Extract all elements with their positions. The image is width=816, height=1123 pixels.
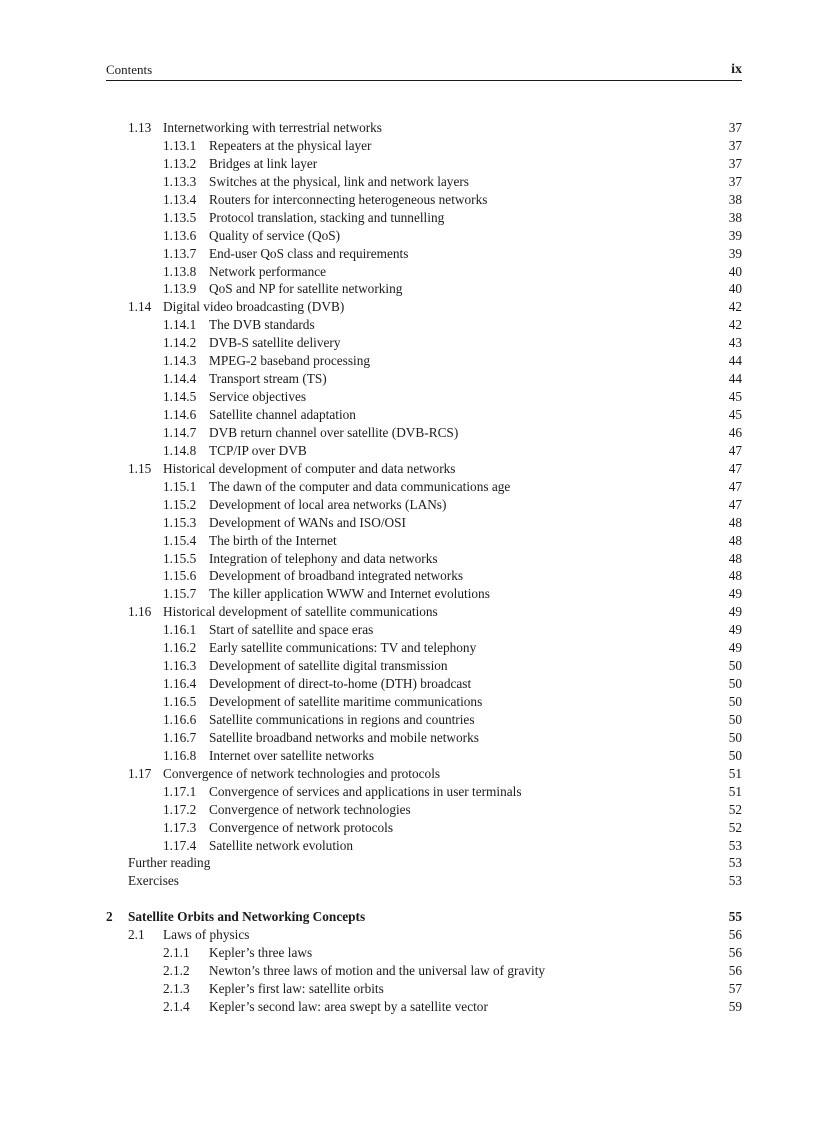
toc-entry-title: Development of direct-to-home (DTH) broadcast xyxy=(209,676,472,692)
toc-entry-page: 49 xyxy=(728,622,742,638)
toc-entry-page: 37 xyxy=(728,120,742,135)
toc-entry-number: 1.15 xyxy=(128,460,152,476)
toc-entry-number: 1.16.5 xyxy=(163,694,197,709)
toc-entry-title: Digital video broadcasting (DVB) xyxy=(163,299,345,315)
toc-spacer xyxy=(0,890,816,908)
toc-entry-page: 49 xyxy=(728,640,742,656)
toc-entry-title: TCP/IP over DVB xyxy=(209,442,307,458)
toc-entry-title: End-user QoS class and requirements xyxy=(209,245,409,261)
toc-entry-number: 1.14.7 xyxy=(163,424,197,440)
toc-entry-number: 1.13.9 xyxy=(163,281,197,297)
toc-entry[interactable] xyxy=(0,496,816,514)
toc-entry-number: 1.17.2 xyxy=(163,801,197,817)
toc-entry[interactable] xyxy=(0,837,816,855)
toc-entry-page: 53 xyxy=(728,855,742,871)
toc-entry-page: 51 xyxy=(728,765,742,781)
toc-entry-number: 1.14.1 xyxy=(163,317,197,333)
toc-entry-title: Development of local area networks (LANs) xyxy=(209,496,447,512)
toc-entry-title: The birth of the Internet xyxy=(209,532,337,548)
toc-entry-number: 1.17 xyxy=(128,765,152,781)
toc-entry-number: 1.16.7 xyxy=(163,729,197,745)
toc-entry-page: 50 xyxy=(728,729,742,745)
toc-entry-number: 2.1.1 xyxy=(163,945,190,961)
toc-entry-title: Satellite broadband networks and mobile networks xyxy=(209,729,479,745)
toc-entry[interactable] xyxy=(0,352,816,370)
toc-entry[interactable] xyxy=(0,998,816,1016)
toc-entry[interactable] xyxy=(0,173,816,191)
toc-entry-number: 1.13.4 xyxy=(163,191,197,207)
toc-entry-number: 2.1.4 xyxy=(163,998,190,1014)
toc-entry-number: 1.13.2 xyxy=(163,155,197,171)
toc-entry-page: 56 xyxy=(728,927,742,943)
toc-entry-page: 39 xyxy=(728,227,742,243)
toc-entry-number: 1.15.2 xyxy=(163,496,197,512)
toc-entry[interactable] xyxy=(0,263,816,281)
toc-entry-number: 1.14.6 xyxy=(163,407,197,422)
toc-entry-title: Network performance xyxy=(209,263,327,279)
toc-entry-page: 50 xyxy=(728,694,742,709)
toc-entry-page: 39 xyxy=(728,245,742,261)
toc-entry-title: Switches at the physical, link and network layers xyxy=(209,173,469,189)
toc-entry-title: Satellite channel adaptation xyxy=(209,407,356,422)
toc-entry-number: 1.15.1 xyxy=(163,478,197,494)
toc-entry[interactable] xyxy=(0,765,816,783)
toc-entry-title: QoS and NP for satellite networking xyxy=(209,281,403,297)
toc-entry[interactable] xyxy=(0,334,816,352)
toc-entry-page: 53 xyxy=(728,873,742,889)
toc-entry[interactable] xyxy=(0,639,816,657)
toc-entry-title: Kepler’s three laws xyxy=(209,945,313,961)
toc-entry-page: 47 xyxy=(728,496,742,512)
toc-entry-page: 50 xyxy=(728,711,742,727)
toc-entry[interactable] xyxy=(0,298,816,316)
toc-entry-page: 47 xyxy=(728,460,742,476)
toc-entry-title: Bridges at link layer xyxy=(209,155,318,171)
toc-entry-title: DVB-S satellite delivery xyxy=(209,335,341,351)
toc-entry-page: 48 xyxy=(728,514,742,530)
toc-entry-title: Development of WANs and ISO/OSI xyxy=(209,514,406,530)
toc-entry-number: 1.16.8 xyxy=(163,747,197,763)
toc-entry-number: 2.1 xyxy=(128,927,145,943)
running-header xyxy=(106,62,742,81)
toc-entry[interactable] xyxy=(0,962,816,980)
toc-entry-page: 55 xyxy=(728,909,742,925)
toc-entry-page: 49 xyxy=(728,586,742,602)
toc-entry-number: 1.13.8 xyxy=(163,263,197,279)
toc-entry-page: 37 xyxy=(728,173,742,189)
table-of-contents xyxy=(0,119,816,1016)
toc-entry-title: Further reading xyxy=(128,855,211,871)
toc-entry-number: 1.14.2 xyxy=(163,335,197,351)
toc-entry-page: 49 xyxy=(728,604,742,620)
toc-entry-page: 50 xyxy=(728,676,742,692)
toc-entry[interactable] xyxy=(0,801,816,819)
toc-entry-page: 53 xyxy=(728,837,742,853)
toc-entry[interactable] xyxy=(0,783,816,801)
toc-entry-title: Convergence of network technologies xyxy=(209,801,411,817)
toc-entry[interactable] xyxy=(0,191,816,209)
toc-entry[interactable] xyxy=(0,926,816,944)
toc-entry[interactable] xyxy=(0,514,816,532)
toc-entry-title: Quality of service (QoS) xyxy=(209,227,341,243)
toc-entry-page: 52 xyxy=(728,801,742,817)
toc-entry-title: Convergence of services and applications in user terminals xyxy=(209,783,522,799)
toc-entry-page: 37 xyxy=(728,137,742,153)
toc-entry[interactable] xyxy=(0,585,816,603)
toc-entry[interactable] xyxy=(0,944,816,962)
toc-entry[interactable] xyxy=(0,388,816,406)
toc-entry[interactable] xyxy=(0,729,816,747)
toc-entry[interactable] xyxy=(0,550,816,568)
toc-entry-number: 1.15.6 xyxy=(163,568,197,584)
toc-entry[interactable] xyxy=(0,621,816,639)
toc-entry-title: MPEG-2 baseband processing xyxy=(209,353,371,369)
toc-entry-page: 48 xyxy=(728,568,742,584)
toc-entry-page: 47 xyxy=(728,478,742,494)
toc-entry-title: Early satellite communications: TV and telephony xyxy=(209,640,477,656)
toc-entry-page: 40 xyxy=(728,281,742,297)
toc-entry-number: 1.16.4 xyxy=(163,676,197,692)
toc-entry-page: 38 xyxy=(728,209,742,225)
toc-entry[interactable] xyxy=(0,603,816,621)
toc-entry-page: 56 xyxy=(728,945,742,961)
toc-entry-title: Development of satellite maritime communications xyxy=(209,694,483,709)
toc-entry-page: 47 xyxy=(728,442,742,458)
toc-entry-page: 59 xyxy=(728,998,742,1014)
toc-entry-page: 50 xyxy=(728,747,742,763)
toc-entry[interactable] xyxy=(0,137,816,155)
toc-entry-title: Protocol translation, stacking and tunnelling xyxy=(209,209,445,225)
toc-entry[interactable] xyxy=(0,747,816,765)
toc-entry[interactable] xyxy=(0,532,816,550)
toc-entry[interactable] xyxy=(0,980,816,998)
toc-entry-title: Development of broadband integrated networks xyxy=(209,568,464,584)
toc-entry-number: 1.13.7 xyxy=(163,245,197,261)
toc-entry-page: 50 xyxy=(728,658,742,674)
toc-entry[interactable] xyxy=(0,460,816,478)
toc-entry-title: Exercises xyxy=(128,873,179,889)
toc-entry-number: 1.17.4 xyxy=(163,837,197,853)
toc-entry-number: 2.1.3 xyxy=(163,981,190,996)
toc-entry-title: Start of satellite and space eras xyxy=(209,622,374,638)
toc-entry-title: Satellite communications in regions and countries xyxy=(209,711,475,727)
toc-entry-number: 1.17.1 xyxy=(163,783,197,799)
toc-entry-number: 1.17.3 xyxy=(163,819,197,835)
toc-entry[interactable] xyxy=(0,245,816,263)
toc-entry-title: The dawn of the computer and data communications age xyxy=(209,478,511,494)
header-page-number: ix xyxy=(731,62,742,77)
toc-entry-page: 46 xyxy=(728,424,742,440)
toc-entry-page: 44 xyxy=(728,353,742,369)
toc-entry-title: Development of satellite digital transmission xyxy=(209,658,448,674)
toc-entry-title: Internetworking with terrestrial networks xyxy=(163,120,382,135)
toc-entry-number: 1.13 xyxy=(128,120,152,135)
toc-entry-title: Service objectives xyxy=(209,389,307,405)
toc-entry[interactable] xyxy=(0,567,816,585)
toc-entry-page: 43 xyxy=(728,335,742,351)
toc-entry[interactable] xyxy=(0,227,816,245)
toc-entry-page: 44 xyxy=(728,371,742,387)
toc-entry-number: 1.16.1 xyxy=(163,622,197,638)
toc-entry-page: 48 xyxy=(728,550,742,566)
toc-entry[interactable] xyxy=(0,711,816,729)
toc-entry[interactable] xyxy=(0,872,816,890)
toc-entry-page: 57 xyxy=(728,981,742,996)
toc-entry-number: 1.13.1 xyxy=(163,137,197,153)
toc-entry-title: Satellite network evolution xyxy=(209,837,354,853)
toc-entry-number: 1.16 xyxy=(128,604,152,620)
toc-entry-title: Routers for interconnecting heterogeneous networks xyxy=(209,191,488,207)
toc-entry-number: 1.15.7 xyxy=(163,586,197,602)
toc-chapter-entry[interactable] xyxy=(0,908,816,926)
toc-entry[interactable] xyxy=(0,370,816,388)
toc-entry-number: 1.16.2 xyxy=(163,640,197,656)
toc-entry-title: Historical development of satellite communications xyxy=(163,604,438,620)
toc-entry-title: Laws of physics xyxy=(163,927,250,943)
toc-entry-title: Internet over satellite networks xyxy=(209,747,375,763)
toc-entry[interactable] xyxy=(0,316,816,334)
toc-entry-number: 1.15.4 xyxy=(163,532,197,548)
toc-entry-number: 1.14.4 xyxy=(163,371,197,387)
header-section-title: Contents xyxy=(106,62,153,77)
toc-entry-title: Satellite Orbits and Networking Concepts xyxy=(128,909,366,925)
toc-entry-page: 42 xyxy=(728,299,742,315)
toc-entry-number: 1.13.3 xyxy=(163,173,197,189)
toc-entry-page: 56 xyxy=(728,963,742,979)
toc-entry[interactable] xyxy=(0,119,816,137)
toc-entry[interactable] xyxy=(0,478,816,496)
toc-entry[interactable] xyxy=(0,280,816,298)
toc-entry-title: The killer application WWW and Internet evolutions xyxy=(209,586,490,602)
toc-entry[interactable] xyxy=(0,819,816,837)
toc-entry[interactable] xyxy=(0,442,816,460)
toc-entry-number: 2.1.2 xyxy=(163,963,190,979)
toc-entry-number: 1.14.5 xyxy=(163,389,197,405)
toc-entry-number: 1.14.8 xyxy=(163,442,197,458)
toc-entry-number: 1.14.3 xyxy=(163,353,197,369)
toc-entry-title: DVB return channel over satellite (DVB-RCS) xyxy=(209,424,459,440)
toc-entry-title: Convergence of network technologies and protocols xyxy=(163,765,441,781)
toc-entry-number: 1.15.5 xyxy=(163,550,197,566)
toc-entry-page: 38 xyxy=(728,191,742,207)
toc-entry-page: 48 xyxy=(728,532,742,548)
toc-entry[interactable] xyxy=(0,155,816,173)
toc-entry-page: 52 xyxy=(728,819,742,835)
toc-entry-title: The DVB standards xyxy=(209,317,315,333)
toc-entry-number: 1.15.3 xyxy=(163,514,197,530)
toc-entry-title: Convergence of network protocols xyxy=(209,819,394,835)
toc-entry-title: Repeaters at the physical layer xyxy=(209,137,372,153)
toc-entry-page: 42 xyxy=(728,317,742,333)
toc-entry-page: 45 xyxy=(728,389,742,405)
toc-entry-title: Integration of telephony and data networks xyxy=(209,550,438,566)
toc-entry-title: Kepler’s first law: satellite orbits xyxy=(209,981,384,996)
toc-entry[interactable] xyxy=(0,854,816,872)
toc-entry-number: 1.14 xyxy=(128,299,152,315)
toc-entry-number: 1.16.6 xyxy=(163,711,197,727)
toc-entry-page: 40 xyxy=(728,263,742,279)
toc-entry-title: Transport stream (TS) xyxy=(209,371,327,387)
toc-entry-number: 1.13.5 xyxy=(163,209,197,225)
toc-entry-number: 1.13.6 xyxy=(163,227,197,243)
toc-entry-page: 51 xyxy=(728,783,742,799)
toc-entry-number: 1.16.3 xyxy=(163,658,197,674)
toc-entry[interactable] xyxy=(0,424,816,442)
toc-entry[interactable] xyxy=(0,406,816,424)
toc-entry-title: Historical development of computer and data networks xyxy=(163,460,456,476)
toc-entry-page: 45 xyxy=(728,407,742,422)
toc-entry[interactable] xyxy=(0,693,816,711)
toc-entry[interactable] xyxy=(0,657,816,675)
toc-entry[interactable] xyxy=(0,675,816,693)
toc-entry-title: Newton’s three laws of motion and the universal law of gravity xyxy=(209,963,546,979)
toc-entry-number: 2 xyxy=(106,909,113,925)
toc-entry-title: Kepler’s second law: area swept by a satellite vector xyxy=(209,998,488,1014)
toc-entry[interactable] xyxy=(0,209,816,227)
toc-entry-page: 37 xyxy=(728,155,742,171)
